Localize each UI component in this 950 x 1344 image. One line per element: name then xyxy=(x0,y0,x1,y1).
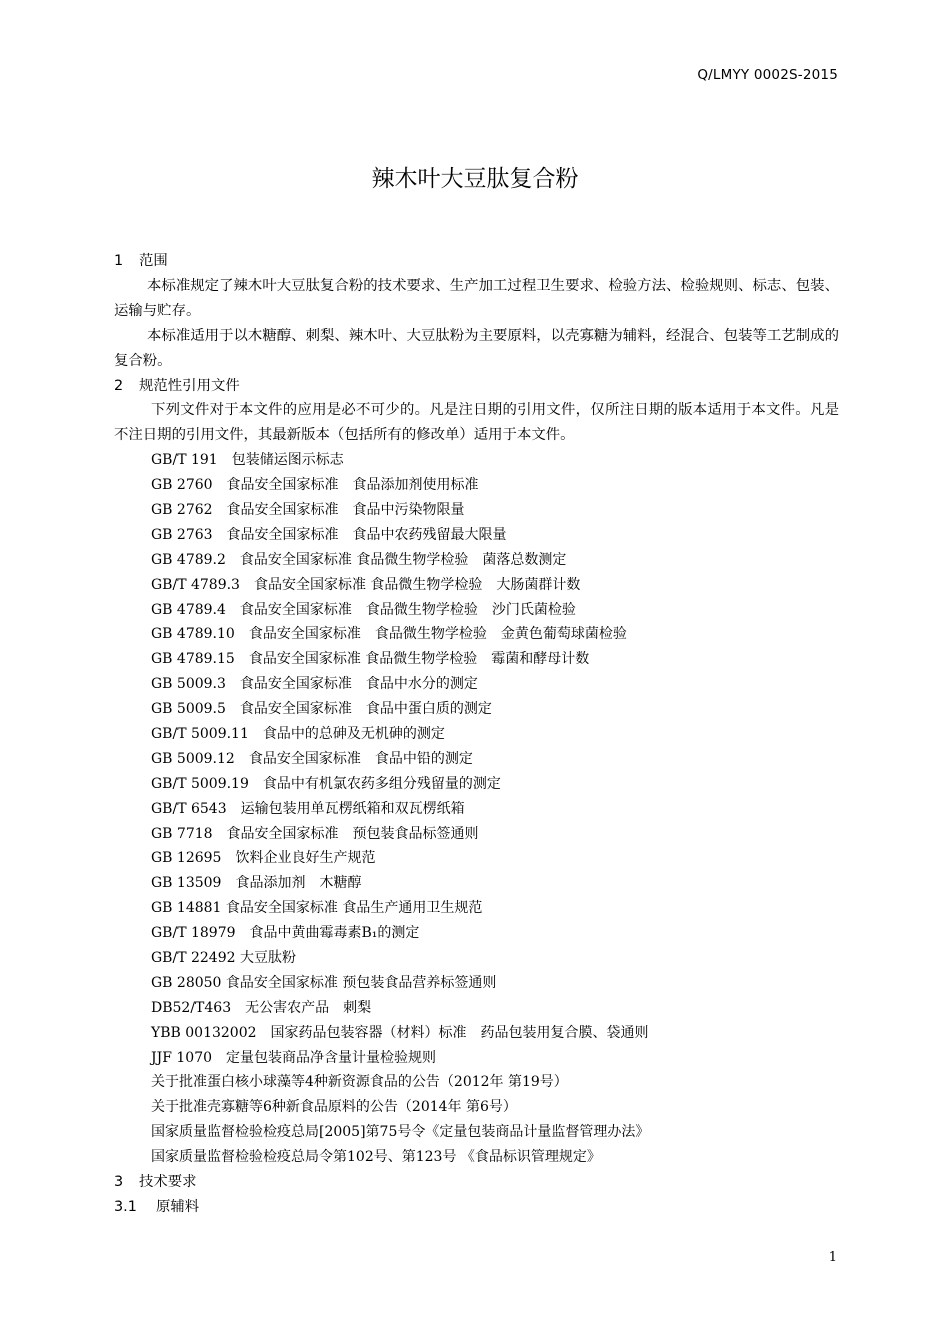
reference-item: GB 5009.3 食品安全国家标准 食品中水分的测定 xyxy=(151,676,478,693)
reference-item: GB/T 6543 运输包装用单瓦楞纸箱和双瓦楞纸箱 xyxy=(151,800,465,817)
reference-item: GB 2763 食品安全国家标准 食品中农药残留最大限量 xyxy=(151,526,507,543)
scope-paragraph-2: 本标准适用于以木糖醇、刺梨、辣木叶、大豆肽粉为主要原料，以壳寡糖为辅料，经混合、包装等工艺制成的复合粉。 xyxy=(114,327,839,369)
reference-item: GB/T 4789.3 食品安全国家标准 食品微生物学检验 大肠菌群计数 xyxy=(151,576,581,593)
reference-item: GB/T 191 包装储运图示标志 xyxy=(151,452,344,469)
section-3-1-heading xyxy=(114,1195,839,1220)
reference-item: GB 4789.4 食品安全国家标准 食品微生物学检验 沙门氏菌检验 xyxy=(151,601,576,618)
reference-item: 关于批准壳寡糖等6种新食品原料的公告（2014年 第6号） xyxy=(151,1099,517,1116)
document-title: 辣木叶大豆肽复合粉 xyxy=(371,166,579,192)
section-1-heading xyxy=(114,249,839,274)
reference-item: GB 4789.2 食品安全国家标准 食品微生物学检验 菌落总数测定 xyxy=(151,551,567,568)
document-body xyxy=(114,249,839,1220)
reference-item: GB 5009.5 食品安全国家标准 食品中蛋白质的测定 xyxy=(151,701,492,718)
reference-list xyxy=(114,448,839,1170)
section-number: 3 xyxy=(114,1174,124,1191)
reference-item: JJF 1070 定量包装商品净含量计量检验规则 xyxy=(151,1049,437,1066)
reference-item: GB 2762 食品安全国家标准 食品中污染物限量 xyxy=(151,502,465,518)
section-3-heading xyxy=(114,1170,839,1195)
reference-item: 关于批准蛋白核小球藻等4种新资源食品的公告（2012年 第19号） xyxy=(151,1074,568,1091)
page-number: 1 xyxy=(828,1250,837,1265)
reference-item: 国家质量监督检验检疫总局令第102号、第123号 《食品标识管理规定》 xyxy=(151,1149,601,1166)
section-title: 范围 xyxy=(139,253,168,269)
section-number: 2 xyxy=(114,377,124,394)
reference-item: GB 4789.15 食品安全国家标准 食品微生物学检验 霉菌和酵母计数 xyxy=(151,651,590,668)
reference-item: DB52/T463 无公害农产品 刺梨 xyxy=(151,999,372,1016)
reference-item: GB 2760 食品安全国家标准 食品添加剂使用标准 xyxy=(151,477,479,494)
reference-item: GB/T 22492 大豆肽粉 xyxy=(151,950,296,967)
reference-item: GB/T 5009.19 食品中有机氯农药多组分残留量的测定 xyxy=(151,775,501,792)
reference-item: GB 12695 饮料企业良好生产规范 xyxy=(151,850,376,867)
section-2-heading xyxy=(114,374,839,399)
section-title: 技术要求 xyxy=(139,1174,197,1191)
scope-paragraph-1: 本标准规定了辣木叶大豆肽复合粉的技术要求、生产加工过程卫生要求、检验方法、检验规则、标志、包装、运输与贮存。 xyxy=(114,277,839,319)
reference-item: GB 13509 食品添加剂 木糖醇 xyxy=(151,875,362,892)
document-code: Q/LMYY 0002S-2015 xyxy=(697,67,838,83)
section-number: 1 xyxy=(114,253,124,269)
section-number: 3.1 xyxy=(114,1198,137,1215)
section-title: 原辅料 xyxy=(156,1198,200,1215)
reference-item: 国家质量监督检验检疫总局[2005]第75号令《定量包装商品计量监督管理办法》 xyxy=(151,1124,650,1141)
reference-item: GB 28050 食品安全国家标准 预包装食品营养标签通则 xyxy=(151,974,497,991)
reference-item: GB 4789.10 食品安全国家标准 食品微生物学检验 金黄色葡萄球菌检验 xyxy=(151,626,627,643)
reference-item: GB/T 18979 食品中黄曲霉毒素B₁的测定 xyxy=(151,925,420,942)
references-intro-paragraph: 下列文件对于本文件的应用是必不可少的。凡是注日期的引用文件，仅所注日期的版本适用于本文件。凡是不注日期的引用文件，其最新版本（包括所有的修改单）适用于本文件。 xyxy=(114,402,839,444)
reference-item: GB 14881 食品安全国家标准 食品生产通用卫生规范 xyxy=(151,900,483,917)
reference-item: GB 5009.12 食品安全国家标准 食品中铅的测定 xyxy=(151,750,473,767)
reference-item: GB 7718 食品安全国家标准 预包装食品标签通则 xyxy=(151,825,479,842)
reference-item: YBB 00132002 国家药品包装容器（材料）标准 药品包装用复合膜、袋通则 xyxy=(151,1024,649,1041)
reference-item: GB/T 5009.11 食品中的总砷及无机砷的测定 xyxy=(151,726,445,743)
section-title: 规范性引用文件 xyxy=(139,377,240,394)
